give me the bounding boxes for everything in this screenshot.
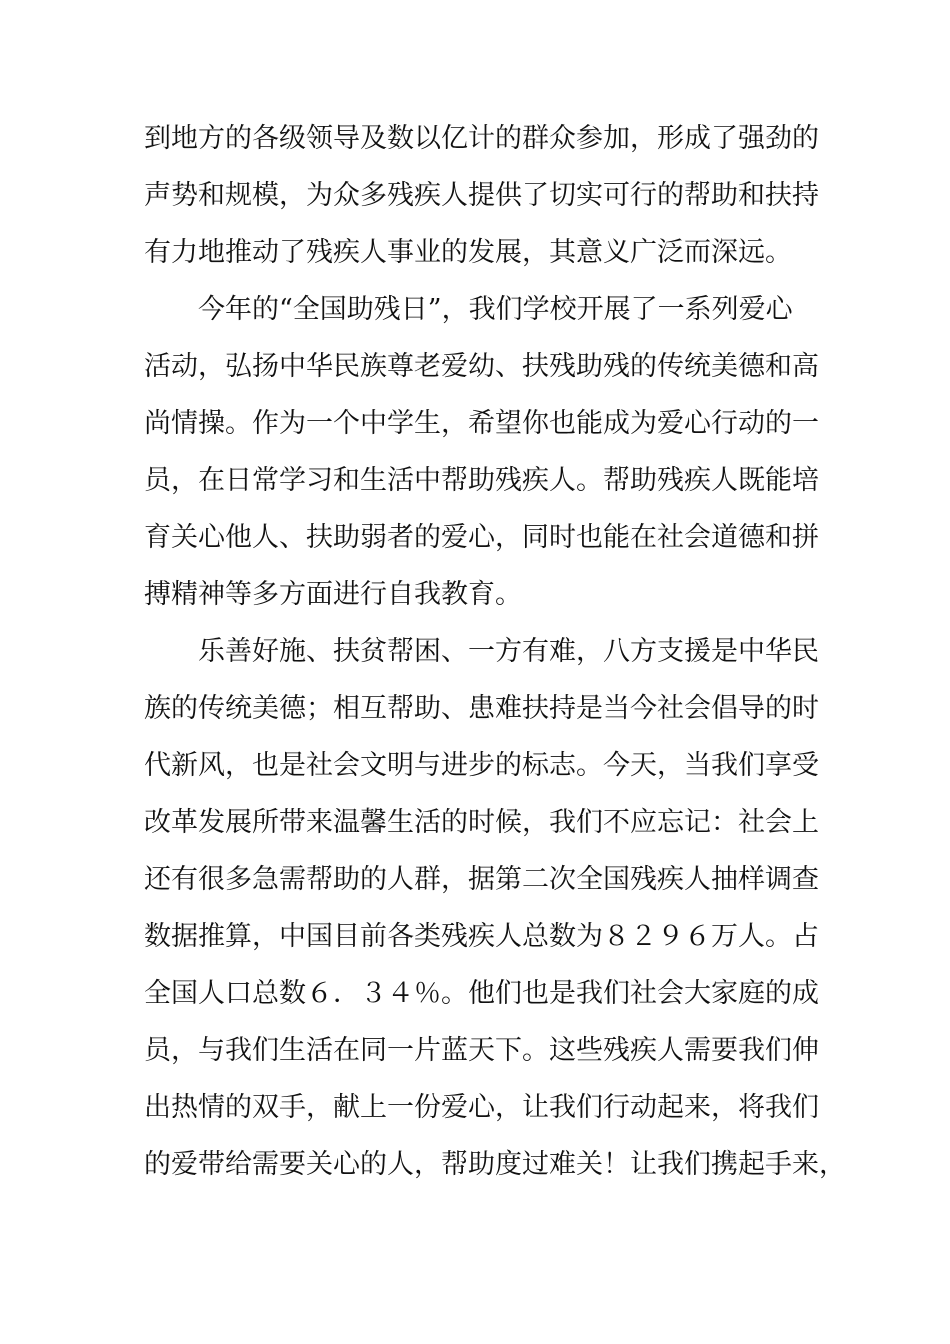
text-line: 员，与我们生活在同一片蓝天下。这些残疾人需要我们伸 [144, 1035, 819, 1066]
text-line: 到地方的各级领导及数以亿计的群众参加，形成了强劲的 [144, 123, 819, 154]
text-line: 乐善好施、扶贫帮困、一方有难，八方支援是中华民 [198, 636, 819, 667]
text-line: 族的传统美德；相互帮助、患难扶持是当今社会倡导的时 [144, 693, 819, 724]
text-line: 改革发展所带来温馨生活的时候，我们不应忘记：社会上 [144, 807, 819, 838]
text-line: 的爱带给需要关心的人，帮助度过难关！让我们携起手来， [144, 1149, 846, 1180]
text-line: 数据推算，中国目前各类残疾人总数为８２９６万人。占 [144, 921, 819, 952]
text-line: 代新风，也是社会文明与进步的标志。今天，当我们享受 [144, 750, 819, 781]
text-line: 全国人口总数６．３４％。他们也是我们社会大家庭的成 [144, 978, 819, 1009]
text-line: 搏精神等多方面进行自我教育。 [144, 579, 522, 610]
text-line: 还有很多急需帮助的人群，据第二次全国残疾人抽样调查 [144, 864, 819, 895]
text-line: 员，在日常学习和生活中帮助残疾人。帮助残疾人既能培 [144, 465, 819, 496]
text-line: 有力地推动了残疾人事业的发展，其意义广泛而深远。 [144, 237, 792, 268]
text-line: 今年的“全国助残日”，我们学校开展了一系列爱心 [198, 294, 793, 325]
text-line: 声势和规模，为众多残疾人提供了切实可行的帮助和扶持 [144, 180, 819, 211]
text-line: 尚情操。作为一个中学生，希望你也能成为爱心行动的一 [144, 408, 819, 439]
text-line: 出热情的双手，献上一份爱心，让我们行动起来，将我们 [144, 1092, 819, 1123]
text-line: 活动，弘扬中华民族尊老爱幼、扶残助残的传统美德和高 [144, 351, 819, 382]
text-line: 育关心他人、扶助弱者的爱心，同时也能在社会道德和拼 [144, 522, 819, 553]
